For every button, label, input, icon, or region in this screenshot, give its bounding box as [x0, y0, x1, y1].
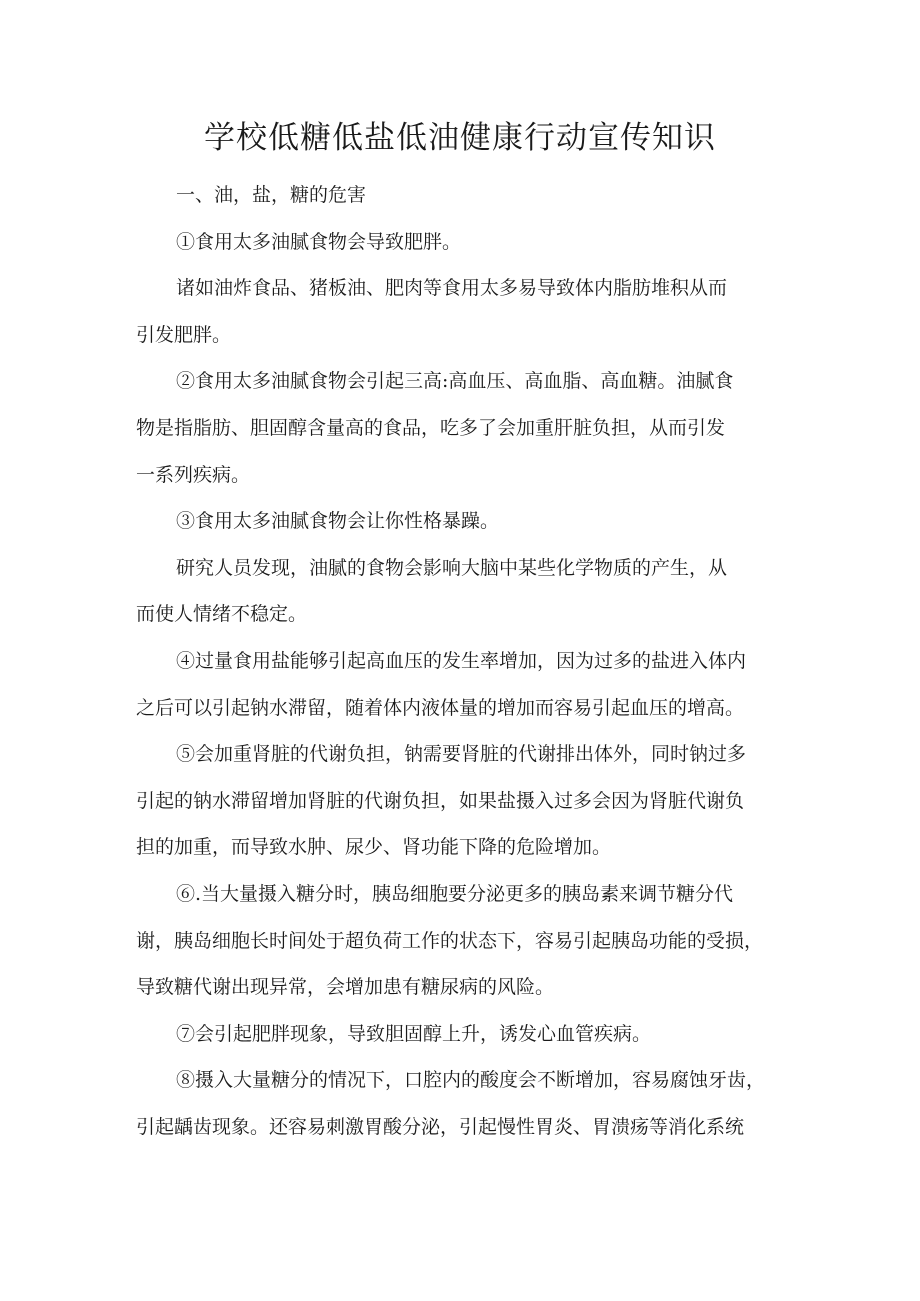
paragraph-line: 而使人情绪不稳定。: [136, 603, 308, 626]
document-body: [136, 172, 796, 1150]
paragraph-line: ③食用太多油腻食物会让你性格暴躁。: [176, 510, 500, 533]
document-title: 学校低糖低盐低油健康行动宣传知识: [204, 120, 716, 156]
paragraph: [136, 172, 796, 219]
paragraph-line: 引发肥胖。: [136, 323, 232, 346]
paragraph: [136, 498, 796, 545]
paragraph: [136, 265, 796, 358]
paragraph-line: 引起的钠水滞留增加肾脏的代谢负担，如果盐摄入过多会因为肾脏代谢负: [136, 789, 745, 812]
paragraph-line: 研究人员发现，油腻的食物会影响大脑中某些化学物质的产生，从: [176, 556, 728, 579]
paragraph-line: ②食用太多油腻食物会引起三高:高血压、高血脂、高血糖。油腻食: [176, 370, 734, 393]
paragraph-line: 引起龋齿现象。还容易刺激胃酸分泌，引起慢性胃炎、胃溃疡等消化系统: [136, 1115, 745, 1138]
paragraph: [136, 871, 796, 1011]
paragraph-line: ⑤会加重肾脏的代谢负担，钠需要肾脏的代谢排出体外，同时钠过多: [176, 743, 747, 766]
paragraph-line: ①食用太多油腻食物会导致肥胖。: [176, 230, 462, 253]
paragraph-line: 之后可以引起钠水滞留，随着体内液体量的增加而容易引起血压的增高。: [136, 696, 745, 719]
paragraph-line: ⑥.当大量摄入糖分时，胰岛细胞要分泌更多的胰岛素来调节糖分代: [176, 882, 734, 905]
paragraph: [136, 731, 796, 871]
paragraph-line: 担的加重，而导致水肿、尿少、肾功能下降的危险增加。: [136, 836, 612, 859]
paragraph: [136, 219, 796, 266]
paragraph: [136, 545, 796, 638]
paragraph-line: 导致糖代谢出现异常，会增加患有糖尿病的风险。: [136, 976, 555, 999]
paragraph-line: ⑧摄入大量糖分的情况下，口腔内的酸度会不断增加，容易腐蚀牙齿，: [176, 1069, 766, 1092]
paragraph-line: 诸如油炸食品、猪板油、肥肉等食用太多易导致体内脂肪堆积从而: [176, 277, 728, 300]
paragraph-line: 一、油，盐，糖的危害: [176, 184, 367, 206]
paragraph-line: ⑦会引起肥胖现象，导致胆固醇上升，诱发心血管疾病。: [176, 1022, 652, 1045]
paragraph: [136, 1011, 796, 1058]
paragraph: [136, 638, 796, 731]
paragraph-line: 物是指脂肪、胆固醇含量高的食品，吃多了会加重肝脏负担，从而引发: [136, 416, 726, 439]
paragraph-line: 一系列疾病。: [136, 463, 251, 486]
paragraph-line: 谢，胰岛细胞长时间处于超负荷工作的状态下，容易引起胰岛功能的受损，: [136, 929, 764, 952]
paragraph: [136, 1057, 796, 1150]
paragraph: [136, 358, 796, 498]
paragraph-line: ④过量食用盐能够引起高血压的发生率增加，因为过多的盐进入体内: [176, 649, 747, 672]
